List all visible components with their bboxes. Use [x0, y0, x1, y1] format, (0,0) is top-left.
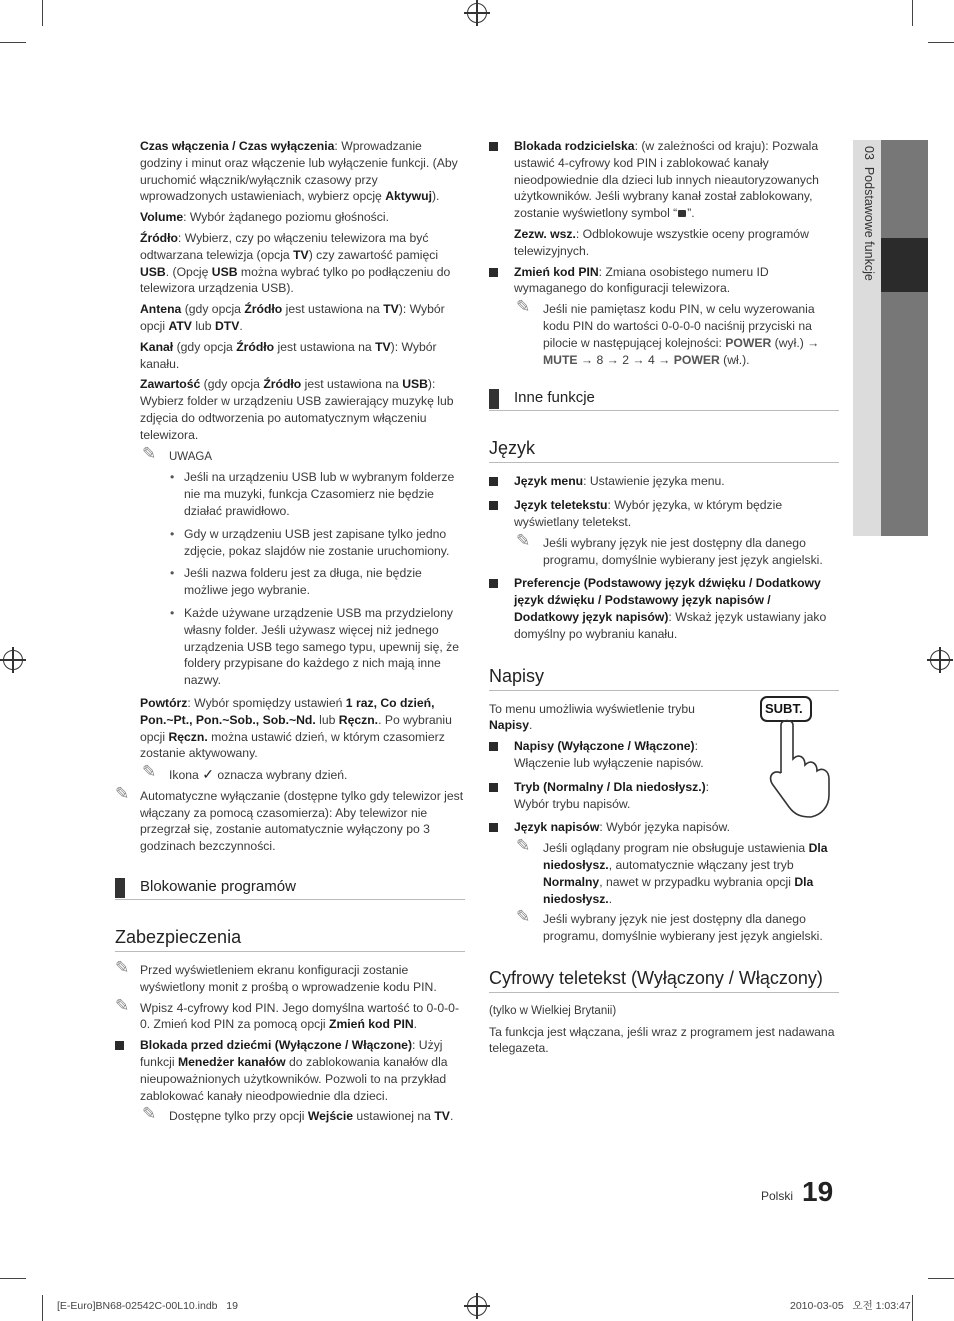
- footer-language: Polski: [761, 1189, 794, 1203]
- child-lock-note: ✎ Dostępne tylko przy opcji Wejście ustawionej na TV.: [142, 1104, 454, 1124]
- zab-note-1: ✎ Przed wyświetleniem ekranu konfiguracji zostanie wyświetlony monit z prośbą o wprowadzenie kodu PIN.: [115, 958, 437, 994]
- parental-lock-item: Blokada rodzicielska: (w zależności od kraju): Pozwala ustawić 4-cyfrowy kod PIN i zablokować kanały nieodpowiednie dla dzieci lub innych nieautoryzowanych użytkowników. Jeśli wybrany kanał został zablokowany, zostanie wyświetlony symbol “ ”.: [489, 138, 839, 222]
- subtitle-note-2: ✎ Jeśli wybrany język nie jest dostępny dla danego programu, domyślnie wybierany jest język angielski.: [516, 907, 823, 944]
- uk-only-note: (tylko w Wielkiej Brytanii): [489, 1004, 617, 1017]
- pencil-icon: ✎: [516, 907, 531, 927]
- list-item: • Gdy w urządzeniu USB jest zapisane tylko jedno zdjęcie, pokaz slajdów nie zostanie uruchomiony.: [115, 526, 465, 560]
- subtitle-language-item: Język napisów: Wybór języka napisów.: [489, 819, 839, 836]
- registration-mark-right: [930, 650, 950, 670]
- footer-date: 2010-03-05 오전 1:03:47: [790, 1300, 911, 1312]
- list-item: • Każde używane urządzenie USB ma przydzielony własny folder. Jeśli używasz więcej niż jednego urządzenia USB tego samego typu, upewnij się, że foldery przypisane do każdego z nich mają inne nazwy.: [115, 605, 465, 689]
- blokowanie-heading: Blokowanie programów: [115, 877, 465, 900]
- pencil-icon: ✎: [516, 836, 531, 856]
- pencil-icon: ✎: [115, 995, 130, 1015]
- pencil-icon: ✎: [516, 530, 531, 550]
- timer-section: Czas włączenia / Czas wyłączenia: Wprowadzanie godziny i minut oraz włączenie lub wyłączenie funkcji. (Aby uruchomić włącznik/wyłącznik czasowy przy wprowadzonych ustawieniach, wybierz opcję Aktywuj). Volume: Wybór żądanego poziomu głośności. Źródło: Wybierz, czy po włączeniu telewizora ma być odtwarzana telewizja (opcja TV) czy zawartość pamięci USB. (Opcję USB można wybrać tylko po podłączeniu do telewizora urządzenia USB). Antena (gdy opcja Źródło jest ustawiona na TV): Wybór opcji ATV lub DTV. Kanał (gdy opcja Źródło jest ustawiona na TV): Wybór kanału. Zawartość (gdy opcja Źródło jest ustawiona na USB): Wybierz folder w urządzeniu USB zawierający muzykę lub zdjęcia do odtworzenia po automatycznym włączeniu telewizora.: [140, 139, 458, 442]
- teletext-language-item: Język teletekstu: Wybór języka, w którym będzie wyświetlany teletekst.: [489, 497, 839, 531]
- registration-mark-top: [467, 3, 487, 23]
- side-tab-marker: [881, 238, 928, 292]
- pin-reset-note: ✎ Jeśli nie pamiętasz kodu PIN, w celu wyzerowania kodu PIN do wartości 0-0-0-0 naciśnij przyciski na pilocie w następującej kolejności: POWER (wył.) → MUTE → 8 → 2 → 4 → POWER (wł.).: [516, 297, 820, 367]
- preferences-item: Preferencje (Podstawowy język dźwięku / Dodatkowy język dźwięku / Podstawowy język napisów / Dodatkowy język napisów): Wskaż język ustawiany jako domyślny po wybraniu kanału.: [489, 575, 839, 642]
- child-lock-item: Blokada przed dziećmi (Wyłączone / Włączone): Użyj funkcji Menedżer kanałów do zablokowania kanałów dla nieupoważnionych użytkowników. Pozwoli to na przykład zablokować kanały nieodpowiednie dla dzieci.: [115, 1037, 465, 1104]
- pencil-icon: ✎: [516, 297, 531, 317]
- inne-heading: Inne funkcje: [489, 388, 839, 411]
- pencil-icon: ✎: [142, 1104, 157, 1124]
- lock-icon: [678, 210, 686, 217]
- footer-file: [E-Euro]BN68-02542C-00L10.indb 19: [57, 1300, 238, 1312]
- right-column: Blokada rodzicielska: (w zależności od kraju): Pozwala ustawić 4-cyfrowy kod PIN i zablokować kanały nieodpowiednie dla dzieci lub innych nieautoryzowanych użytkowników. Jeśli wybrany kanał został zablokowany, zostanie wyświetlony symbol “ ”. Zezw. wsz.: Odblokowuje wszystkie oceny programów telewizyjnych. Zmień kod PIN: Zmiana osobistego numeru ID wymaganego do konfiguracji telewizora. ✎ Jeśli nie pamiętasz kodu PIN, w celu wyzerowania kodu PIN do wartości 0-0-0-0 naciśnij przyciski na pilocie w następującej kolejności: POWER (wył.) → MUTE → 8 → 2 → 4 → POWER (wł.). Inne funkcje Język Język menu: Ustawienie języka menu. Język teletekstu: Wybór języka, w którym będzie wyświetlany teletekst. ✎ Jeśli wybrany język nie jest dostępny dla danego programu, domyślnie wybierany jest język angielski. Preferencje (Podstawowy język dźwięku / Dodatkowy język dźwięku / Podstawowy język napisów / Dodatkowy język napisów): Wskaż język ustawiany jako domyślny po wybraniu kanału. Napisy SUBT. To menu umożliwia wyświetlenie trybu Napisy. Napisy (Wyłączone / Włączone): Włączenie lub wyłączenie napisów. Tryb (Normalny / Dla niedosłysz.): Wybór trybu napisów. Język napisów: Wybór języka napisów. ✎ Jeśli oglądany program nie obsługuje ustawienia Dla niedosłysz., automatycznie włączany jest tryb Normalny, nawet w przypadku wybrania opcji Dla niedosłysz.. ✎ Jeśli wybrany język nie jest dostępny dla danego programu, domyślnie wybierany jest język angielski. Cyfrowy teletekst (Wyłączony / Włączony) (tylko w Wielkiej Brytanii) Ta funkcja jest włączana, jeśli wraz z programem jest nadawana telegazeta.: [489, 138, 839, 1061]
- pencil-icon: ✎: [115, 783, 130, 803]
- subtitle-note-1: ✎ Jeśli oglądany program nie obsługuje ustawienia Dla niedosłysz., automatycznie włączany jest tryb Normalny, nawet w przypadku wybrania opcji Dla niedosłysz..: [516, 836, 828, 906]
- zab-note-2: ✎ Wpisz 4-cyfrowy kod PIN. Jego domyślna wartość to 0-0-0-0. Zmień kod PIN za pomocą opcji Zmień kod PIN.: [115, 995, 460, 1032]
- page-number: 19: [802, 1176, 834, 1207]
- side-tab-dark: [881, 140, 928, 536]
- cyfrowy-heading: Cyfrowy teletekst (Wyłączony / Włączony): [489, 967, 839, 993]
- left-column: Czas włączenia / Czas wyłączenia: Wprowadzanie godziny i minut oraz włączenie lub wyłączenie funkcji. (Aby uruchomić włącznik/wyłącznik czasowy przy wprowadzonych ustawieniach, wybierz opcję Aktywuj). Volume: Wybór żądanego poziomu głośności. Źródło: Wybierz, czy po włączeniu telewizora ma być odtwarzana telewizja (opcja TV) czy zawartość pamięci USB. (Opcję USB można wybrać tylko po podłączeniu do telewizora urządzenia USB). Antena (gdy opcja Źródło jest ustawiona na TV): Wybór opcji ATV lub DTV. Kanał (gdy opcja Źródło jest ustawiona na TV): Wybór kanału. Zawartość (gdy opcja Źródło jest ustawiona na USB): Wybierz folder w urządzeniu USB zawierający muzykę lub zdjęcia do odtworzenia po automatycznym włączeniu telewizora. ✎ UWAGA • Jeśli na urządzeniu USB lub w wybranym folderze nie ma muzyki, funkcja Czasomierz nie będzie działać prawidłowo. • Gdy w urządzeniu USB jest zapisane tylko jedno zdjęcie, pokaz slajdów nie zostanie uruchomiony. • Jeśli nazwa folderu jest za długa, nie będzie możliwe jego wybranie. • Każde używane urządzenie USB ma przydzielony własny folder. Jeśli używasz więcej niż jednego urządzenia USB tego samego typu, upewnij się, że foldery przypisane do każdego z nich mają inne nazwy. Powtórz: Wybór spomiędzy ustawień 1 raz, Co dzień, Pon.~Pt., Pon.~Sob., Sob.~Nd. lub Ręczn.. Po wybraniu opcji Ręczn. można ustawić dzień, w którym czasomierz zostanie aktywowany. ✎ Ikona ✓ oznacza wybrany dzień. ✎ Automatyczne wyłączanie (dostępne tylko gdy telewizor jest włączany za pomocą czasomierza): Aby telewizor nie przegrzał się, zostanie automatycznie wyłączony po 3 godzinach bezczynności. Blokowanie programów Zabezpieczenia ✎ Przed wyświetleniem ekranu konfiguracji zostanie wyświetlony monit z prośbą o wprowadzenie kodu PIN. ✎ Wpisz 4-cyfrowy kod PIN. Jego domyślna wartość to 0-0-0-0. Zmień kod PIN za pomocą opcji Zmień kod PIN. Blokada przed dziećmi (Wyłączone / Włączone): Użyj funkcji Menedżer kanałów do zablokowania kanałów dla nieupoważnionych użytkowników. Pozwoli to na przykład zablokować kanały nieodpowiednie dla dzieci. ✎ Dostępne tylko przy opcji Wejście ustawionej na TV.: [115, 138, 465, 1129]
- side-tab-label: 03 Podstawowe funkcje: [861, 146, 876, 281]
- zabezpieczenia-heading: Zabezpieczenia: [115, 926, 465, 952]
- pencil-icon: ✎: [115, 958, 130, 978]
- teletext-note: ✎ Jeśli wybrany język nie jest dostępny dla danego programu, domyślnie wybierany jest język angielski.: [516, 530, 823, 567]
- registration-mark-left: [3, 650, 23, 670]
- uwaga-note: ✎ UWAGA: [142, 443, 213, 463]
- subt-button-label: SUBT.: [765, 700, 803, 716]
- pencil-icon: ✎: [142, 762, 157, 782]
- registration-mark-bottom: [467, 1296, 487, 1316]
- list-item: • Jeśli na urządzeniu USB lub w wybranym folderze nie ma muzyki, funkcja Czasomierz nie będzie działać prawidłowo.: [115, 469, 465, 519]
- cyfrowy-description: Ta funkcja jest włączana, jeśli wraz z programem jest nadawana telegazeta.: [489, 1024, 835, 1056]
- jezyk-heading: Język: [489, 437, 839, 463]
- subtitle-mode-item: Tryb (Normalny / Dla niedosłysz.): Wybór trybu napisów.: [489, 779, 839, 813]
- change-pin-item: Zmień kod PIN: Zmiana osobistego numeru ID wymaganego do konfiguracji telewizora.: [489, 264, 839, 298]
- subtitles-item: Napisy (Wyłączone / Włączone): Włączenie lub wyłączenie napisów.: [489, 738, 839, 772]
- napisy-heading: Napisy: [489, 665, 839, 691]
- checkmark-icon: ✓: [202, 766, 214, 783]
- list-item: • Jeśli nazwa folderu jest za długa, nie będzie możliwe jego wybranie.: [115, 565, 465, 599]
- auto-off-note: ✎ Automatyczne wyłączanie (dostępne tylko gdy telewizor jest włączany za pomocą czasomierza): Aby telewizor nie przegrzał się, zostanie automatycznie wyłączony po 3 godzinach bezczynności.: [115, 783, 464, 854]
- uwaga-list: [115, 469, 465, 689]
- menu-language-item: Język menu: Ustawienie języka menu.: [489, 473, 839, 490]
- pencil-icon: ✎: [142, 443, 157, 463]
- icon-note: ✎ Ikona ✓ oznacza wybrany dzień.: [142, 762, 348, 783]
